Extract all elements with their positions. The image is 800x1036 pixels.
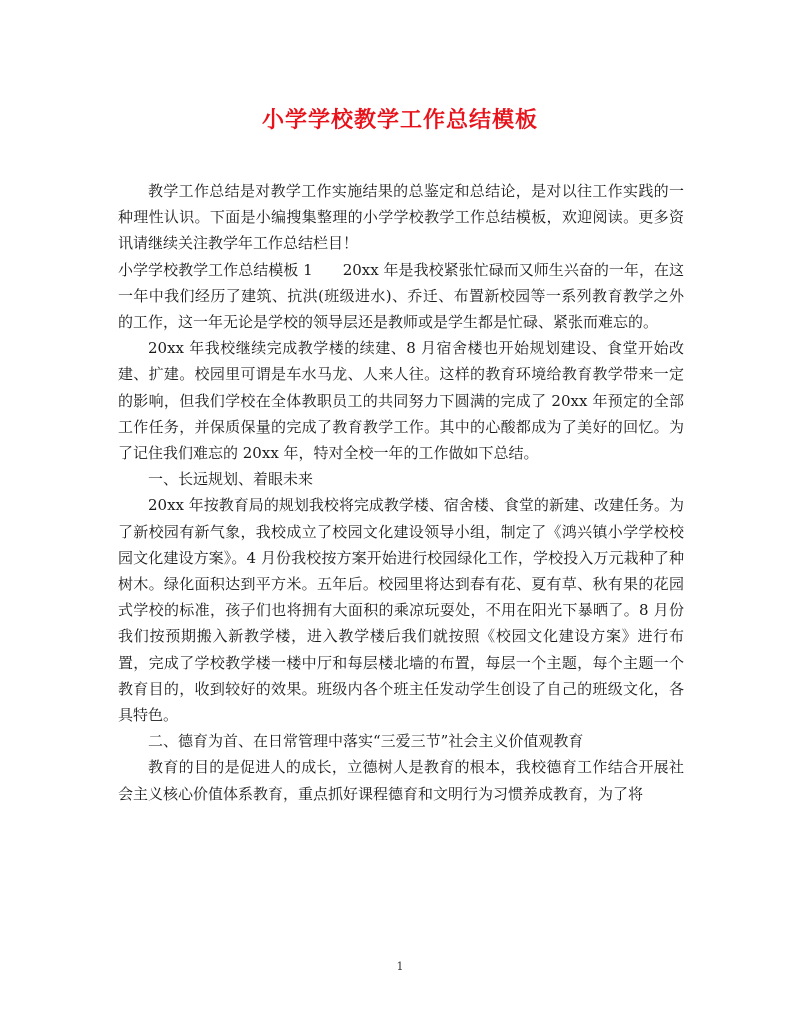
paragraph-construction: 20xx 年我校继续完成教学楼的续建、8 月宿舍楼也开始规划建设、食堂开始改建、扩建。校园里可谓是车水马龙、人来人往。这样的教育环境给教育教学带来一定的影响，但我们学校在全体教职员工的共同努力下圆满的完成了 20xx 年预定的全部工作任务，并保质保量的完成了教育教学工作。其中的心酸都成为了美好的回忆。为了记住我们难忘的 20xx 年，特对全校一年的工作做如下总结。	[118, 339, 684, 463]
document-title: 小学学校教学工作总结模板	[261, 108, 538, 133]
section-heading-2: 二、德育为首、在日常管理中落实“三爱三节”社会主义价值观教育	[148, 732, 584, 751]
paragraph-planning: 20xx 年按教育局的规划我校将完成教学楼、宿舍楼、食堂的新建、改建任务。为了新校园有新气象，我校成立了校园文化建设领导小组，制定了《鸿兴镇小学学校校园文化建设方案》。4 月份我校按方案开始进行校园绿化工作，学校投入万元栽种了种树木。绿化面积达到平方米。五年后。校园里将达到春有花、夏有草、秋有果的花园式学校的标准，孩子们也将拥有大面积的乘凉玩耍处，不用在阳光下暴晒了。8 月份我们按预期搬入新教学楼，进入教学楼后我们就按照《校园文化建设方案》进行布置，完成了学校教学楼一楼中厅和每层楼北墙的布置，每层一个主题，每个主题一个教育目的，收到较好的效果。班级内各个班主任发动学生创设了自己的班级文化，各具特色。	[118, 496, 684, 725]
paragraph-template-1: 小学学校教学工作总结模板 1 20xx 年是我校紧张忙碌而又师生兴奋的一年，在这一年中我们经历了建筑、抗洪(班级进水)、乔迁、布置新校园等一系列教育教学之外的工作，这一年无论是学校的领导层还是教师或是学生都是忙碌、紧张而难忘的。	[118, 260, 684, 332]
page-number: 1	[396, 960, 404, 973]
document-body	[118, 178, 684, 807]
paragraph-moral-education: 教育的目的是促进人的成长，立德树人是教育的根本，我校德育工作结合开展社会主义核心价值体系教育，重点抓好课程德育和文明行为习惯养成教育，为了将	[118, 758, 684, 803]
section-heading-1: 一、长远规划、着眼未来	[148, 470, 314, 489]
paragraph-intro: 教学工作总结是对教学工作实施结果的总鉴定和总结论，是对以往工作实践的一种理性认识。下面是小编搜集整理的小学学校教学工作总结模板，欢迎阅读。更多资讯请继续关注教学年工作总结栏目！	[118, 182, 684, 253]
